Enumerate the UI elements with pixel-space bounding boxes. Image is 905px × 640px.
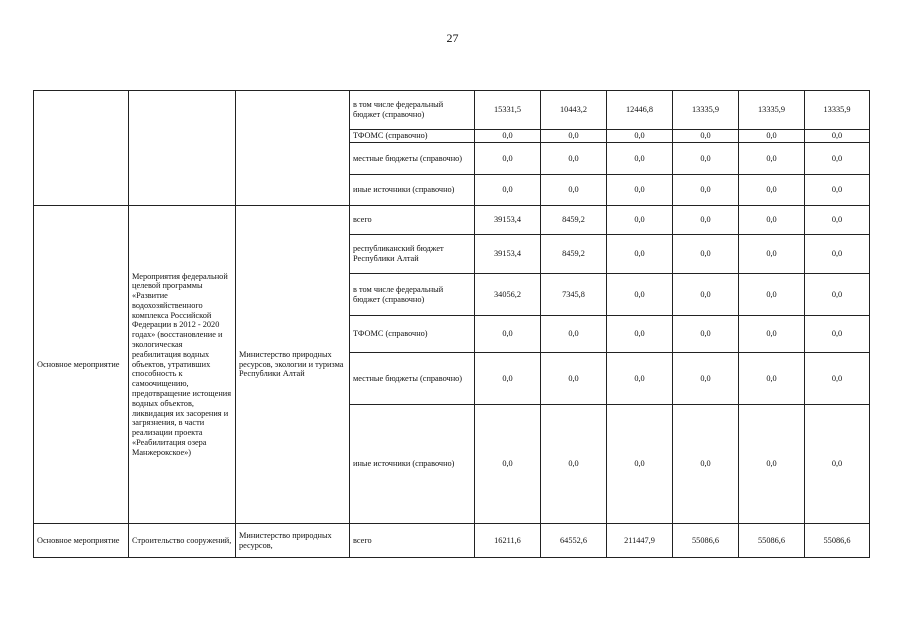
value-cell: 13335,9 [673, 91, 739, 130]
value-cell: 0,0 [805, 175, 870, 206]
value-cell: 12446,8 [607, 91, 673, 130]
page-number: 27 [446, 31, 459, 45]
value-cell: 10443,2 [541, 91, 607, 130]
value-cell: 0,0 [475, 316, 541, 353]
executor-cell: Министерство природных ресурсов, [236, 524, 350, 558]
value-cell: 0,0 [475, 353, 541, 405]
value-cell: 64552,6 [541, 524, 607, 558]
value-cell: 0,0 [739, 316, 805, 353]
value-cell: 0,0 [739, 353, 805, 405]
source-cell: всего [350, 524, 475, 558]
table-row [34, 206, 870, 235]
value-cell: 13335,9 [739, 91, 805, 130]
value-cell: 0,0 [607, 143, 673, 175]
value-cell: 0,0 [541, 353, 607, 405]
measure-name-cell: Мероприятия федеральной целевой программы «Развитие водохозяйственного комплекса Российской Федерации в 2012 - 2020 годах» (восстановление и экологическая реабилитация водных объектов, утративших способность к самоочищению, предотвращение истощения водных объектов, ликвидация их засорения и загрязнения, в части реализации проекта «Реабилитация озера Манжерокское») [129, 206, 236, 524]
value-cell: 8459,2 [541, 235, 607, 274]
value-cell: 0,0 [475, 143, 541, 175]
value-cell: 0,0 [541, 175, 607, 206]
source-cell: иные источники (справочно) [350, 175, 475, 206]
value-cell: 0,0 [805, 130, 870, 143]
value-cell: 0,0 [475, 175, 541, 206]
value-cell: 0,0 [607, 235, 673, 274]
executor-cell [236, 91, 350, 206]
value-cell: 0,0 [805, 206, 870, 235]
value-cell: 0,0 [607, 405, 673, 524]
value-cell: 7345,8 [541, 274, 607, 316]
value-cell: 0,0 [673, 130, 739, 143]
value-cell: 55086,6 [739, 524, 805, 558]
source-cell: в том числе федеральный бюджет (справочно) [350, 274, 475, 316]
value-cell: 0,0 [673, 235, 739, 274]
budget-table [33, 90, 870, 558]
value-cell: 0,0 [541, 405, 607, 524]
table-row [34, 524, 870, 558]
source-cell: республиканский бюджет Республики Алтай [350, 235, 475, 274]
value-cell: 0,0 [805, 274, 870, 316]
source-cell: всего [350, 206, 475, 235]
value-cell: 0,0 [673, 206, 739, 235]
value-cell: 0,0 [607, 274, 673, 316]
source-cell: местные бюджеты (справочно) [350, 353, 475, 405]
value-cell: 0,0 [607, 316, 673, 353]
value-cell: 15331,5 [475, 91, 541, 130]
value-cell: 39153,4 [475, 235, 541, 274]
value-cell: 0,0 [805, 235, 870, 274]
value-cell: 16211,6 [475, 524, 541, 558]
value-cell: 211447,9 [607, 524, 673, 558]
measure-type-cell: Основное мероприятие [34, 524, 129, 558]
value-cell: 0,0 [739, 274, 805, 316]
executor-cell: Министерство природных ресурсов, экологии и туризма Республики Алтай [236, 206, 350, 524]
source-cell: в том числе федеральный бюджет (справочно) [350, 91, 475, 130]
value-cell: 0,0 [739, 405, 805, 524]
value-cell: 0,0 [673, 405, 739, 524]
value-cell: 0,0 [673, 175, 739, 206]
value-cell: 0,0 [739, 235, 805, 274]
value-cell: 0,0 [541, 143, 607, 175]
value-cell: 0,0 [607, 353, 673, 405]
source-cell: ТФОМС (справочно) [350, 130, 475, 143]
value-cell: 0,0 [607, 206, 673, 235]
value-cell: 0,0 [805, 353, 870, 405]
value-cell: 0,0 [673, 274, 739, 316]
value-cell: 8459,2 [541, 206, 607, 235]
source-cell: ТФОМС (справочно) [350, 316, 475, 353]
value-cell: 0,0 [805, 316, 870, 353]
value-cell: 0,0 [541, 316, 607, 353]
value-cell: 0,0 [739, 175, 805, 206]
value-cell: 0,0 [673, 353, 739, 405]
value-cell: 39153,4 [475, 206, 541, 235]
value-cell: 0,0 [673, 316, 739, 353]
value-cell: 0,0 [739, 130, 805, 143]
value-cell: 0,0 [673, 143, 739, 175]
source-cell: местные бюджеты (справочно) [350, 143, 475, 175]
value-cell: 0,0 [805, 405, 870, 524]
value-cell: 0,0 [607, 130, 673, 143]
value-cell: 0,0 [475, 130, 541, 143]
measure-type-cell: Основное мероприятие [34, 206, 129, 524]
measure-type-cell [34, 91, 129, 206]
measure-name-cell [129, 91, 236, 206]
value-cell: 0,0 [739, 206, 805, 235]
value-cell: 0,0 [541, 130, 607, 143]
value-cell: 0,0 [607, 175, 673, 206]
table-row [34, 91, 870, 130]
value-cell: 0,0 [805, 143, 870, 175]
value-cell: 55086,6 [673, 524, 739, 558]
value-cell: 13335,9 [805, 91, 870, 130]
value-cell: 0,0 [739, 143, 805, 175]
measure-name-cell: Строительство сооружений, [129, 524, 236, 558]
value-cell: 0,0 [475, 405, 541, 524]
source-cell: иные источники (справочно) [350, 405, 475, 524]
value-cell: 55086,6 [805, 524, 870, 558]
value-cell: 34056,2 [475, 274, 541, 316]
